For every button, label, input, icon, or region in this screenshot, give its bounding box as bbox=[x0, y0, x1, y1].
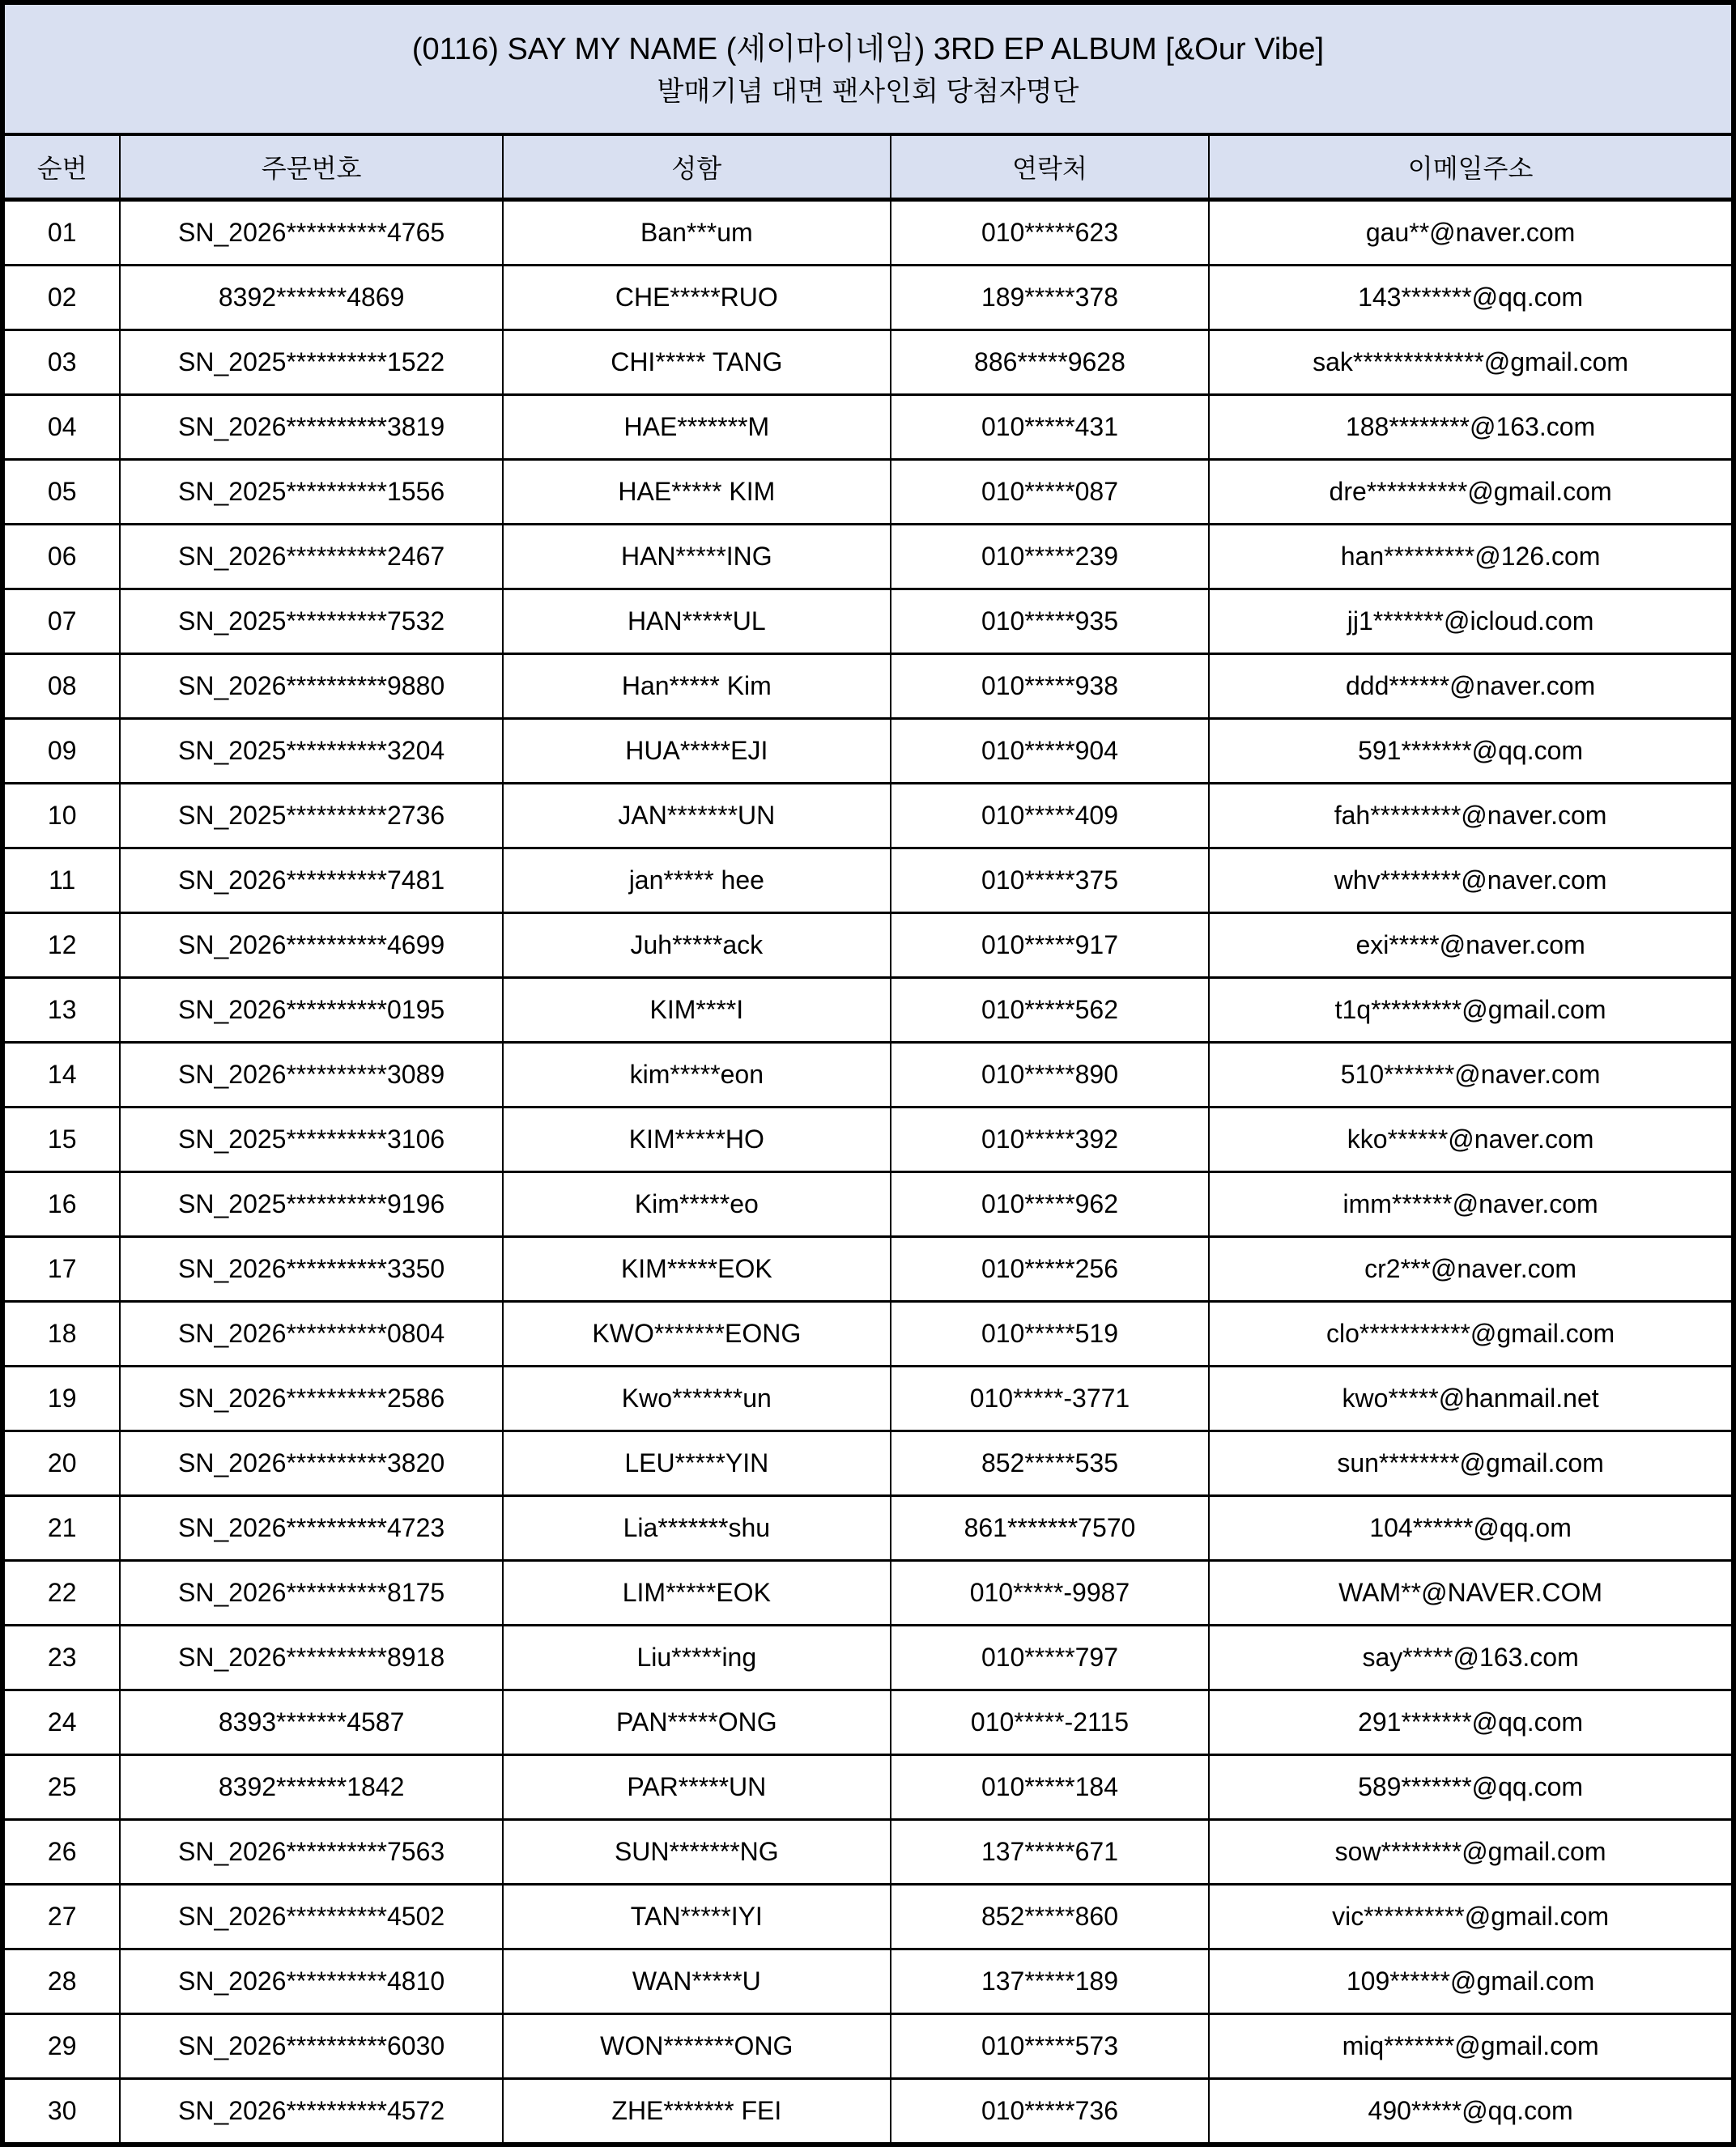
name-cell: TAN*****IYI bbox=[503, 1885, 891, 1949]
row-number-cell: 22 bbox=[2, 1561, 120, 1626]
phone-cell: 189*****378 bbox=[891, 266, 1209, 330]
order-number-cell: SN_2025**********3204 bbox=[120, 719, 502, 784]
row-number-cell: 25 bbox=[2, 1755, 120, 1820]
name-cell: Kwo*******un bbox=[503, 1367, 891, 1431]
row-number-cell: 05 bbox=[2, 460, 120, 525]
email-cell: fah*********@naver.com bbox=[1209, 784, 1734, 848]
table-row bbox=[2, 1367, 1734, 1431]
email-cell: cr2***@naver.com bbox=[1209, 1237, 1734, 1302]
email-cell: sak*************@gmail.com bbox=[1209, 330, 1734, 395]
order-number-cell: SN_2026**********4502 bbox=[120, 1885, 502, 1949]
email-cell: 104******@qq.om bbox=[1209, 1496, 1734, 1561]
row-number-cell: 15 bbox=[2, 1108, 120, 1172]
table-row bbox=[2, 2079, 1734, 2145]
title-cell bbox=[2, 2, 1734, 134]
phone-cell: 010*****-9987 bbox=[891, 1561, 1209, 1626]
email-cell: 490*****@qq.com bbox=[1209, 2079, 1734, 2145]
row-number-cell: 30 bbox=[2, 2079, 120, 2145]
order-number-cell: 8393*******4587 bbox=[120, 1690, 502, 1755]
order-number-cell: SN_2026**********2467 bbox=[120, 525, 502, 589]
name-cell: KIM*****HO bbox=[503, 1108, 891, 1172]
phone-cell: 010*****573 bbox=[891, 2014, 1209, 2079]
page-title: (0116) SAY MY NAME (세이마이네임) 3RD EP ALBUM [&Our Vibe] bbox=[411, 32, 1325, 66]
name-cell: HAE***** KIM bbox=[503, 460, 891, 525]
row-number-cell: 03 bbox=[2, 330, 120, 395]
phone-cell: 010*****935 bbox=[891, 589, 1209, 654]
order-number-cell: SN_2026**********4723 bbox=[120, 1496, 502, 1561]
email-cell: sow********@gmail.com bbox=[1209, 1820, 1734, 1885]
phone-cell: 010*****375 bbox=[891, 848, 1209, 913]
row-number-cell: 23 bbox=[2, 1626, 120, 1690]
row-number-cell: 17 bbox=[2, 1237, 120, 1302]
table-row bbox=[2, 1431, 1734, 1496]
order-number-cell: SN_2025**********1556 bbox=[120, 460, 502, 525]
phone-cell: 010*****904 bbox=[891, 719, 1209, 784]
name-cell: LIM*****EOK bbox=[503, 1561, 891, 1626]
table-row bbox=[2, 1237, 1734, 1302]
row-number-cell: 29 bbox=[2, 2014, 120, 2079]
table-row bbox=[2, 1755, 1734, 1820]
name-cell: HAN*****ING bbox=[503, 525, 891, 589]
order-number-cell: SN_2025**********7532 bbox=[120, 589, 502, 654]
name-cell: HUA*****EJI bbox=[503, 719, 891, 784]
table-row bbox=[2, 1690, 1734, 1755]
phone-cell: 010*****087 bbox=[891, 460, 1209, 525]
order-number-cell: 8392*******1842 bbox=[120, 1755, 502, 1820]
table-row bbox=[2, 978, 1734, 1043]
email-cell: gau**@naver.com bbox=[1209, 200, 1734, 266]
phone-cell: 137*****189 bbox=[891, 1949, 1209, 2014]
col-header-order-number: 주문번호 bbox=[120, 134, 502, 200]
email-cell: 143*******@qq.com bbox=[1209, 266, 1734, 330]
order-number-cell: SN_2026**********7481 bbox=[120, 848, 502, 913]
email-cell: 510*******@naver.com bbox=[1209, 1043, 1734, 1108]
row-number-cell: 19 bbox=[2, 1367, 120, 1431]
name-cell: HAN*****UL bbox=[503, 589, 891, 654]
table-row bbox=[2, 2014, 1734, 2079]
phone-cell: 010*****797 bbox=[891, 1626, 1209, 1690]
row-number-cell: 13 bbox=[2, 978, 120, 1043]
name-cell: SUN*******NG bbox=[503, 1820, 891, 1885]
row-number-cell: 07 bbox=[2, 589, 120, 654]
order-number-cell: SN_2026**********3350 bbox=[120, 1237, 502, 1302]
email-cell: ddd******@naver.com bbox=[1209, 654, 1734, 719]
phone-cell: 010*****392 bbox=[891, 1108, 1209, 1172]
row-number-cell: 21 bbox=[2, 1496, 120, 1561]
name-cell: WAN*****U bbox=[503, 1949, 891, 2014]
order-number-cell: SN_2026**********6030 bbox=[120, 2014, 502, 2079]
order-number-cell: SN_2026**********8175 bbox=[120, 1561, 502, 1626]
phone-cell: 861*******7570 bbox=[891, 1496, 1209, 1561]
order-number-cell: SN_2026**********3819 bbox=[120, 395, 502, 460]
table-row bbox=[2, 1043, 1734, 1108]
table-row bbox=[2, 266, 1734, 330]
order-number-cell: SN_2025**********1522 bbox=[120, 330, 502, 395]
row-number-cell: 09 bbox=[2, 719, 120, 784]
email-cell: 589*******@qq.com bbox=[1209, 1755, 1734, 1820]
row-number-cell: 12 bbox=[2, 913, 120, 978]
row-number-cell: 20 bbox=[2, 1431, 120, 1496]
email-cell: 188********@163.com bbox=[1209, 395, 1734, 460]
name-cell: jan***** hee bbox=[503, 848, 891, 913]
row-number-cell: 26 bbox=[2, 1820, 120, 1885]
table-row bbox=[2, 460, 1734, 525]
name-cell: HAE*******M bbox=[503, 395, 891, 460]
email-cell: vic**********@gmail.com bbox=[1209, 1885, 1734, 1949]
row-number-cell: 10 bbox=[2, 784, 120, 848]
order-number-cell: SN_2026**********4810 bbox=[120, 1949, 502, 2014]
order-number-cell: SN_2025**********3106 bbox=[120, 1108, 502, 1172]
table-row bbox=[2, 654, 1734, 719]
name-cell: Juh*****ack bbox=[503, 913, 891, 978]
order-number-cell: SN_2026**********0195 bbox=[120, 978, 502, 1043]
phone-cell: 852*****860 bbox=[891, 1885, 1209, 1949]
col-header-email: 이메일주소 bbox=[1209, 134, 1734, 200]
email-cell: sun********@gmail.com bbox=[1209, 1431, 1734, 1496]
email-cell: kko******@naver.com bbox=[1209, 1108, 1734, 1172]
name-cell: KIM*****EOK bbox=[503, 1237, 891, 1302]
table-row bbox=[2, 1820, 1734, 1885]
row-number-cell: 11 bbox=[2, 848, 120, 913]
name-cell: Han***** Kim bbox=[503, 654, 891, 719]
email-cell: WAM**@NAVER.COM bbox=[1209, 1561, 1734, 1626]
row-number-cell: 24 bbox=[2, 1690, 120, 1755]
name-cell: Lia*******shu bbox=[503, 1496, 891, 1561]
phone-cell: 010*****917 bbox=[891, 913, 1209, 978]
page-subtitle: 발매기념 대면 팬사인회 당첨자명단 bbox=[657, 75, 1079, 107]
order-number-cell: SN_2026**********4572 bbox=[120, 2079, 502, 2145]
row-number-cell: 14 bbox=[2, 1043, 120, 1108]
email-cell: han*********@126.com bbox=[1209, 525, 1734, 589]
row-number-cell: 27 bbox=[2, 1885, 120, 1949]
order-number-cell: SN_2026**********9880 bbox=[120, 654, 502, 719]
table-row bbox=[2, 1949, 1734, 2014]
column-header-row bbox=[2, 134, 1734, 200]
phone-cell: 010*****519 bbox=[891, 1302, 1209, 1367]
table-row bbox=[2, 1626, 1734, 1690]
order-number-cell: SN_2026**********3089 bbox=[120, 1043, 502, 1108]
order-number-cell: SN_2026**********4765 bbox=[120, 200, 502, 266]
table-row bbox=[2, 525, 1734, 589]
phone-cell: 886*****9628 bbox=[891, 330, 1209, 395]
table-row bbox=[2, 330, 1734, 395]
email-cell: kwo*****@hanmail.net bbox=[1209, 1367, 1734, 1431]
phone-cell: 010*****938 bbox=[891, 654, 1209, 719]
name-cell: ZHE******* FEI bbox=[503, 2079, 891, 2145]
phone-cell: 010*****-2115 bbox=[891, 1690, 1209, 1755]
row-number-cell: 16 bbox=[2, 1172, 120, 1237]
order-number-cell: 8392*******4869 bbox=[120, 266, 502, 330]
row-number-cell: 28 bbox=[2, 1949, 120, 2014]
email-cell: jj1*******@icloud.com bbox=[1209, 589, 1734, 654]
phone-cell: 010*****890 bbox=[891, 1043, 1209, 1108]
table-row bbox=[2, 1108, 1734, 1172]
phone-cell: 010*****184 bbox=[891, 1755, 1209, 1820]
name-cell: kim*****eon bbox=[503, 1043, 891, 1108]
phone-cell: 852*****535 bbox=[891, 1431, 1209, 1496]
row-number-cell: 06 bbox=[2, 525, 120, 589]
table-row bbox=[2, 1561, 1734, 1626]
email-cell: whv********@naver.com bbox=[1209, 848, 1734, 913]
phone-cell: 010*****256 bbox=[891, 1237, 1209, 1302]
email-cell: miq*******@gmail.com bbox=[1209, 2014, 1734, 2079]
col-header-name: 성함 bbox=[503, 134, 891, 200]
email-cell: 591*******@qq.com bbox=[1209, 719, 1734, 784]
table-row bbox=[2, 1302, 1734, 1367]
phone-cell: 010*****-3771 bbox=[891, 1367, 1209, 1431]
name-cell: CHE*****RUO bbox=[503, 266, 891, 330]
email-cell: 109******@gmail.com bbox=[1209, 1949, 1734, 2014]
order-number-cell: SN_2026**********8918 bbox=[120, 1626, 502, 1690]
row-number-cell: 02 bbox=[2, 266, 120, 330]
name-cell: Liu*****ing bbox=[503, 1626, 891, 1690]
table-row bbox=[2, 589, 1734, 654]
email-cell: t1q*********@gmail.com bbox=[1209, 978, 1734, 1043]
row-number-cell: 01 bbox=[2, 200, 120, 266]
email-cell: say*****@163.com bbox=[1209, 1626, 1734, 1690]
phone-cell: 010*****409 bbox=[891, 784, 1209, 848]
table-row bbox=[2, 784, 1734, 848]
row-number-cell: 18 bbox=[2, 1302, 120, 1367]
email-cell: imm******@naver.com bbox=[1209, 1172, 1734, 1237]
order-number-cell: SN_2026**********7563 bbox=[120, 1820, 502, 1885]
email-cell: clo***********@gmail.com bbox=[1209, 1302, 1734, 1367]
table-row bbox=[2, 1172, 1734, 1237]
table-row bbox=[2, 1885, 1734, 1949]
title-row bbox=[2, 2, 1734, 134]
name-cell: JAN*******UN bbox=[503, 784, 891, 848]
table-row bbox=[2, 395, 1734, 460]
phone-cell: 010*****239 bbox=[891, 525, 1209, 589]
phone-cell: 010*****431 bbox=[891, 395, 1209, 460]
order-number-cell: SN_2026**********4699 bbox=[120, 913, 502, 978]
email-cell: dre**********@gmail.com bbox=[1209, 460, 1734, 525]
col-header-number: 순번 bbox=[2, 134, 120, 200]
order-number-cell: SN_2026**********0804 bbox=[120, 1302, 502, 1367]
name-cell: KIM****I bbox=[503, 978, 891, 1043]
table-row bbox=[2, 848, 1734, 913]
email-cell: exi*****@naver.com bbox=[1209, 913, 1734, 978]
table-row bbox=[2, 200, 1734, 266]
phone-cell: 010*****736 bbox=[891, 2079, 1209, 2145]
name-cell: LEU*****YIN bbox=[503, 1431, 891, 1496]
name-cell: CHI***** TANG bbox=[503, 330, 891, 395]
table-body bbox=[2, 200, 1734, 2145]
phone-cell: 137*****671 bbox=[891, 1820, 1209, 1885]
order-number-cell: SN_2026**********2586 bbox=[120, 1367, 502, 1431]
col-header-contact: 연락처 bbox=[891, 134, 1209, 200]
name-cell: WON*******ONG bbox=[503, 2014, 891, 2079]
phone-cell: 010*****623 bbox=[891, 200, 1209, 266]
name-cell: Ban***um bbox=[503, 200, 891, 266]
name-cell: PAN*****ONG bbox=[503, 1690, 891, 1755]
table-row bbox=[2, 719, 1734, 784]
name-cell: Kim*****eo bbox=[503, 1172, 891, 1237]
order-number-cell: SN_2026**********3820 bbox=[120, 1431, 502, 1496]
phone-cell: 010*****962 bbox=[891, 1172, 1209, 1237]
order-number-cell: SN_2025**********2736 bbox=[120, 784, 502, 848]
table-row bbox=[2, 1496, 1734, 1561]
order-number-cell: SN_2025**********9196 bbox=[120, 1172, 502, 1237]
row-number-cell: 08 bbox=[2, 654, 120, 719]
name-cell: PAR*****UN bbox=[503, 1755, 891, 1820]
table-row bbox=[2, 913, 1734, 978]
row-number-cell: 04 bbox=[2, 395, 120, 460]
email-cell: 291*******@qq.com bbox=[1209, 1690, 1734, 1755]
phone-cell: 010*****562 bbox=[891, 978, 1209, 1043]
name-cell: KWO*******EONG bbox=[503, 1302, 891, 1367]
